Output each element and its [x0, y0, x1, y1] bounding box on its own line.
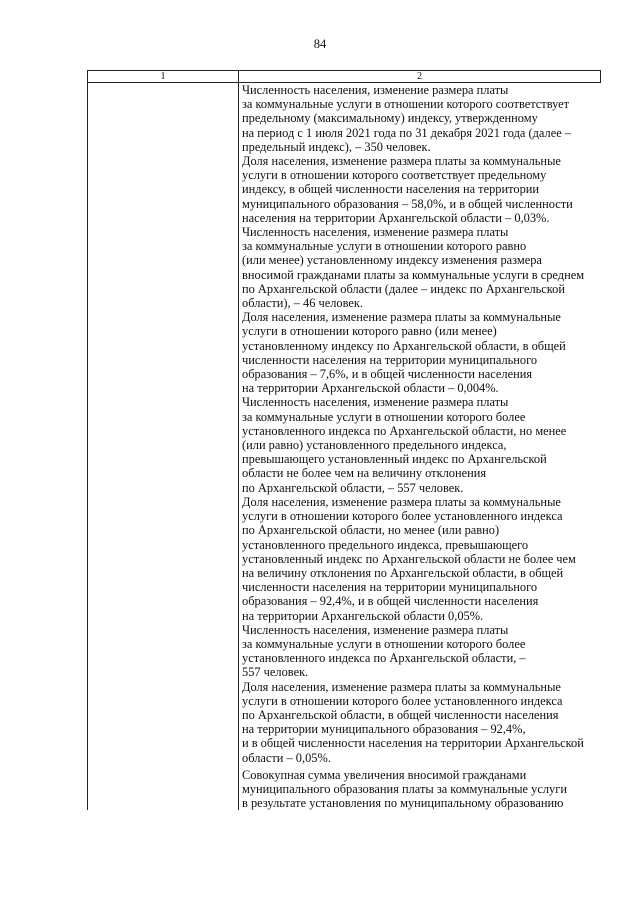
text-line: установленного индекса по Архангельской области, но менее [242, 423, 567, 438]
text-line: и в общей численности населения на территории Архангельской [242, 736, 584, 751]
text-line: на территории Архангельской области 0,05%. [242, 608, 484, 623]
text-line: услуги в отношении которого более установленного индекса [242, 693, 563, 708]
text-line: по Архангельской области, но менее (или равно) [242, 523, 500, 538]
text-line: по Архангельской области, – 557 человек. [242, 480, 464, 495]
text-line: области), – 46 человек. [242, 296, 364, 311]
text-line: превышающего установленный индекс по Архангельской [242, 452, 547, 467]
table-header-row [88, 71, 601, 83]
text-line: на величину отклонения по Архангельской области, в общей [242, 565, 564, 580]
text-paragraph [239, 495, 601, 623]
page-number: 84 [313, 37, 327, 51]
text-line: (или равно) установленного предельного индекса, [242, 438, 507, 453]
text-line: Численность населения, изменение размера платы [242, 622, 509, 637]
text-line: области не более чем на величину отклонения [242, 466, 487, 481]
text-line: на период с 1 июля 2021 года по 31 декабря 2021 года (далее – [242, 125, 572, 140]
text-line: Численность населения, изменение размера платы [242, 83, 509, 97]
text-line: установленного индекса по Архангельской области, – [242, 651, 526, 666]
text-line: Численность населения, изменение размера платы [242, 225, 509, 240]
text-paragraph [239, 768, 601, 811]
table-cell-column-2 [239, 83, 601, 811]
text-line: за коммунальные услуги в отношении которого более [242, 409, 526, 424]
text-line: Доля населения, изменение размера платы за коммунальные [242, 679, 561, 694]
text-line: области – 0,05%. [242, 750, 331, 765]
text-line: за коммунальные услуги в отношении которого равно [242, 239, 527, 254]
text-paragraph [239, 83, 601, 154]
table-cell-column-1 [88, 83, 239, 811]
text-paragraph [239, 623, 601, 680]
table-row [88, 83, 601, 811]
text-line: в результате установления по муниципальному образованию [242, 796, 564, 811]
text-line: услуги в отношении которого более установленного индекса [242, 509, 563, 524]
document-table [87, 70, 601, 810]
text-line: образования – 92,4%, и в общей численности населения [242, 594, 539, 609]
text-line: (или менее) установленному индексу изменения размера [242, 253, 542, 268]
text-line: установленного предельного индекса, превышающего [242, 537, 529, 552]
text-line: за коммунальные услуги в отношении которого соответствует [242, 97, 570, 112]
text-line: установленный индекс по Архангельской области не более чем [242, 551, 576, 566]
text-line: численности населения на территории муниципального [242, 352, 538, 367]
text-paragraph [239, 154, 601, 225]
text-line: Доля населения, изменение размера платы за коммунальные [242, 494, 561, 509]
text-line: образования – 7,6%, и в общей численности населения [242, 367, 533, 382]
text-line: на территории муниципального образования – 92,4%, [242, 722, 526, 737]
text-line: муниципального образования – 58,0%, и в общей численности [242, 196, 573, 211]
text-paragraph [239, 680, 601, 765]
text-line: индексу, в общей численности населения на территории [242, 182, 540, 197]
column-header-2: 2 [239, 71, 601, 83]
text-line: услуги в отношении которого соответствует предельному [242, 168, 547, 183]
text-line: услуги в отношении которого равно (или менее) [242, 324, 497, 339]
text-line: установленному индексу по Архангельской области, в общей [242, 338, 566, 353]
text-line: Доля населения, изменение размера платы за коммунальные [242, 310, 561, 325]
text-line: предельный индекс), – 350 человек. [242, 139, 431, 154]
text-line: на территории Архангельской области – 0,004%. [242, 381, 499, 396]
text-line: численности населения на территории муниципального [242, 580, 538, 595]
paragraph-list [239, 83, 601, 810]
text-paragraph [239, 225, 601, 310]
text-line: населения на территории Архангельской области – 0,03%. [242, 210, 550, 225]
text-paragraph [239, 310, 601, 395]
text-line: по Архангельской области, в общей численности населения [242, 707, 559, 722]
text-line: предельному (максимальному) индексу, утвержденному [242, 111, 538, 126]
text-line: муниципального образования платы за коммунальные услуги [242, 781, 567, 796]
text-line: Совокупная сумма увеличения вносимой гражданами [242, 767, 527, 782]
text-paragraph [239, 395, 601, 494]
text-line: по Архангельской области (далее – индекс по Архангельской [242, 281, 565, 296]
text-line: вносимой гражданами платы за коммунальные услуги в среднем [242, 267, 585, 282]
text-line: 557 человек. [242, 665, 309, 680]
text-line: Доля населения, изменение размера платы за коммунальные [242, 154, 561, 169]
text-line: Численность населения, изменение размера платы [242, 395, 509, 410]
text-line: за коммунальные услуги в отношении которого более [242, 636, 526, 651]
column-header-1: 1 [88, 71, 239, 83]
